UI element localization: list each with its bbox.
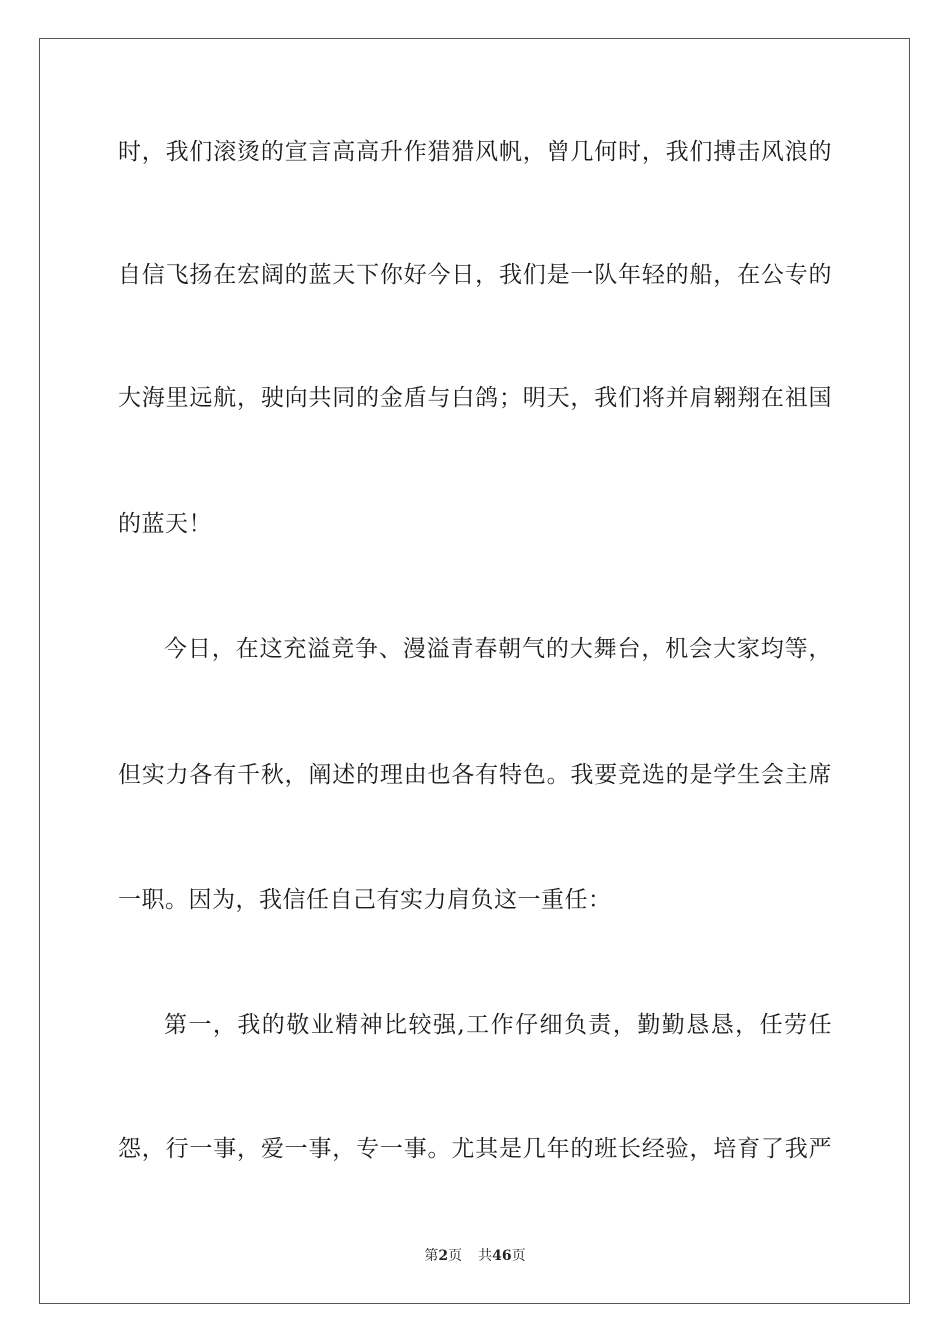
footer-total-prefix: 共: [478, 1248, 493, 1264]
body-line-1: 时，我们滚烫的宣言高高升作猎猎风帆，曾几何时，我们搏击风浪的: [118, 139, 832, 165]
body-line-6: 但实力各有千秋，阐述的理由也各有特色。我要竞选的是学生会主席: [118, 762, 832, 788]
body-line-4: 的蓝天！: [118, 511, 212, 537]
footer-page-number: 2: [438, 1248, 449, 1264]
body-line-9: 怨，行一事，爱一事，专一事。尤其是几年的班长经验，培育了我严: [118, 1136, 832, 1162]
page-footer: [0, 1247, 950, 1265]
body-line-7: 一职。因为，我信任自己有实力肩负这一重任：: [118, 887, 612, 913]
page-frame: [39, 38, 910, 1304]
footer-page-prefix: 第: [424, 1248, 439, 1264]
body-line-2: 自信飞扬在宏阔的蓝天下你好今日，我们是一队年轻的船，在公专的: [118, 262, 832, 288]
body-line-5: 今日，在这充溢竞争、漫溢青春朝气的大舞台，机会大家均等，: [164, 636, 832, 662]
body-line-3: 大海里远航，驶向共同的金盾与白鸽；明天，我们将并肩翱翔在祖国: [118, 385, 832, 411]
footer-page-unit: 页: [448, 1248, 463, 1264]
footer-total-pages: 46: [492, 1248, 512, 1264]
footer-total-unit: 页: [511, 1248, 526, 1264]
body-line-8: 第一，我的敬业精神比较强,工作仔细负责，勤勤恳恳，任劳任: [164, 1012, 832, 1038]
